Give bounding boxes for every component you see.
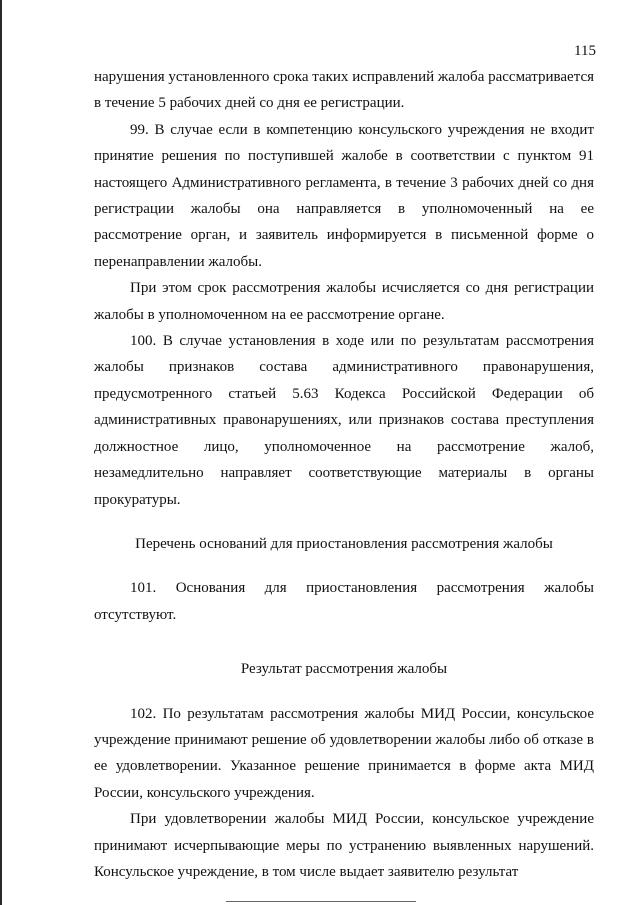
- document-body: [94, 64, 594, 885]
- page-left-edge: [0, 0, 2, 905]
- paragraph-100: 100. В случае установления в ходе или по результатам рассмотрения жалобы признаков состава административного правонарушения, предусмотренного статьей 5.63 Кодекса Российской Федерации об административных правонарушениях, или признаков состава преступления должностное лицо, уполномоченное на рассмотрение жалоб, незамедлительно направляет соответствующие материалы в органы прокуратуры.: [94, 333, 594, 508]
- paragraph-99: 99. В случае если в компетенцию консульского учреждения не входит принятие решения по поступившей жалобе в соответствии с пунктом 91 настоящего Административного регламента, в течение 3 рабочих дней со дня регистрации жалобы она направляется в уполномоченный на ее рассмотрение орган, и заявитель информируется в письменной форме о перенаправлении жалобы.: [94, 121, 594, 270]
- section-heading-result: Результат рассмотрения жалобы: [240, 661, 448, 678]
- bottom-scan-line: [226, 901, 416, 902]
- paragraph-101: 101. Основания для приостановления рассмотрения жалобы отсутствуют.: [94, 580, 594, 623]
- paragraph-102: 102. По результатам рассмотрения жалобы МИД России, консульское учреждение принимают решение об удовлетворении жалобы либо об отказе в ее удовлетворении. Указанное решение принимается в форме акта МИД России, консульского учреждения.: [94, 705, 594, 801]
- section-heading-suspension-grounds: Перечень оснований для приостановления рассмотрения жалобы: [135, 535, 553, 552]
- paragraph-98-continued: нарушения установленного срока таких исправлений жалоба рассматривается в течение 5 рабочих дней со дня ее регистрации.: [94, 69, 594, 112]
- paragraph-102-satisfaction: При удовлетворении жалобы МИД России, консульское учреждение принимают исчерпывающие меры по устранению выявленных нарушений. Консульское учреждение, в том числе выдает заявителю результат: [94, 811, 594, 880]
- paragraph-99-term: При этом срок рассмотрения жалобы исчисляется со дня регистрации жалобы в уполномоченном на ее рассмотрение органе.: [94, 280, 594, 323]
- page-number: 115: [574, 43, 596, 59]
